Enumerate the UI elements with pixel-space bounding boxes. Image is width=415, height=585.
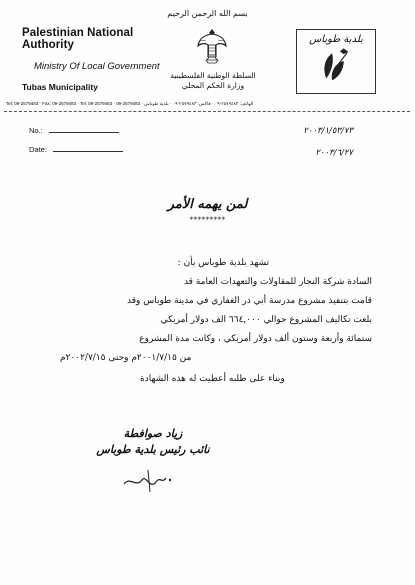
letter-line-5: ستمائة وأربعة وستون ألف دولار أمريكي ، وكانت مدة المشروع: [139, 334, 372, 344]
signatory-name: زياد صوافطة: [123, 427, 183, 440]
date-line: [53, 146, 123, 152]
signatory-title: نائب رئيس بلدية طوباس: [96, 443, 210, 456]
letter-line-2: السادة شركة النجار للمقاولات والتعهدات العامة قد: [183, 277, 372, 287]
authority-name-en: Palestinian National Authority: [22, 27, 134, 51]
ministry-name-ar: وزارة الحكم المحلي: [181, 81, 245, 90]
arabic-letterhead: [168, 71, 258, 91]
contact-line: Tel: 09-2579483 · Fax: 09-2579483 · Tel: 09-2579483 · 09-2579483 · الهاتف: ٢٥٧٩٤٨٣-٠٩ · فاكس: ٢٥٧٩٤٨٣-٠٩ · بلدية طوباس: [6, 101, 254, 106]
date-row: [29, 145, 123, 154]
handwritten-signature: [118, 462, 188, 502]
logo-text: بلدية طوباس: [309, 34, 363, 45]
municipality-logo: [296, 29, 376, 94]
title-stars: *********: [189, 216, 226, 224]
authority-name-ar: السلطة الوطنية الفلسطينية: [170, 71, 256, 80]
letter-line-1: تشهد بلدية طوباس بأن :: [177, 258, 269, 268]
leaf-emblem-icon: [297, 30, 375, 93]
reference-number-line: [49, 127, 119, 133]
english-letterhead: [22, 27, 187, 92]
letter-line-3: قامت بتنفيذ مشروع مدرسة أبي ذر الغفاري في مدينة طوباس وقد: [127, 296, 372, 306]
letter-title: لمن يهمه الأمر: [167, 197, 248, 212]
header-divider: [4, 111, 410, 112]
reference-number-label: No.:: [29, 126, 43, 135]
date-value: ٢٠٠٣/٦/٢٧: [315, 148, 353, 158]
basmala: بسم الله الرحمن الرحيم: [167, 9, 248, 18]
reference-number-value: ٢٠٠٣/١/٥٣/٧٣: [303, 126, 353, 136]
letter-line-7: وبناء على طلبه أعطيت له هذه الشهادة: [140, 374, 285, 384]
letter-line-6: من ٢٠٠١/٧/١٥م وحتى ٢٠٠٢/٧/١٥م: [60, 353, 192, 363]
ministry-name-en: Ministry Of Local Government: [34, 61, 160, 72]
date-label: Date:: [29, 145, 47, 154]
letter-line-4: بلغت تكاليف المشروع حوالي ٦٦٤,٠٠٠ الف دولار أمريكي: [160, 315, 372, 325]
reference-number-row: [29, 126, 119, 135]
municipality-name-en: Tubas Municipality: [22, 82, 98, 92]
eagle-emblem-icon: [196, 26, 228, 70]
